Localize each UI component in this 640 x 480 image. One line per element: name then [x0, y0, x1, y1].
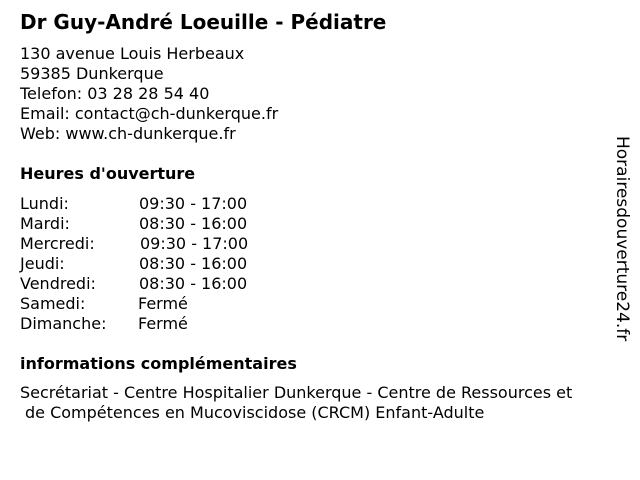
day-label: Mardi: — [20, 214, 70, 233]
street-address: 130 avenue Louis Herbeaux — [20, 44, 245, 63]
day-label: Jeudi: — [20, 254, 65, 273]
time-value: Fermé — [138, 294, 188, 313]
time-value: 09:30 - 17:00 — [140, 234, 249, 253]
opening-hours-table — [20, 194, 320, 334]
day-label: Vendredi: — [20, 274, 96, 293]
info-line: de Compétences en Mucoviscidose (CRCM) Enfant-Adulte — [25, 403, 485, 422]
hours-row-mercredi — [20, 234, 320, 254]
hours-row-vendredi — [20, 274, 320, 294]
info-line: Secrétariat - Centre Hospitalier Dunkerque - Centre de Ressources et — [20, 383, 573, 402]
address-block — [20, 44, 278, 144]
day-label: Lundi: — [20, 194, 69, 213]
hours-row-dimanche — [20, 314, 320, 334]
hours-row-lundi — [20, 194, 320, 214]
time-value: Fermé — [138, 314, 188, 333]
website: Web: www.ch-dunkerque.fr — [20, 124, 236, 143]
day-label: Samedi: — [20, 294, 86, 313]
city: 59385 Dunkerque — [20, 64, 164, 83]
email-address: Email: contact@ch-dunkerque.fr — [20, 104, 279, 123]
time-value: 09:30 - 17:00 — [139, 194, 248, 213]
time-value: 08:30 - 16:00 — [139, 254, 248, 273]
info-heading: informations complémentaires — [20, 354, 297, 373]
info-description — [20, 383, 630, 423]
hours-row-mardi — [20, 214, 320, 234]
time-value: 08:30 - 16:00 — [139, 274, 248, 293]
page-title: Dr Guy-André Loeuille - Pédiatre — [20, 10, 387, 34]
time-value: 08:30 - 16:00 — [139, 214, 248, 233]
day-label: Dimanche: — [20, 314, 107, 333]
hours-heading: Heures d'ouverture — [20, 164, 196, 183]
hours-row-jeudi — [20, 254, 320, 274]
hours-row-samedi — [20, 294, 320, 314]
watermark: Horairesdouverture24.fr — [612, 136, 632, 342]
phone-number: Telefon: 03 28 28 54 40 — [20, 84, 210, 103]
day-label: Mercredi: — [20, 234, 95, 253]
